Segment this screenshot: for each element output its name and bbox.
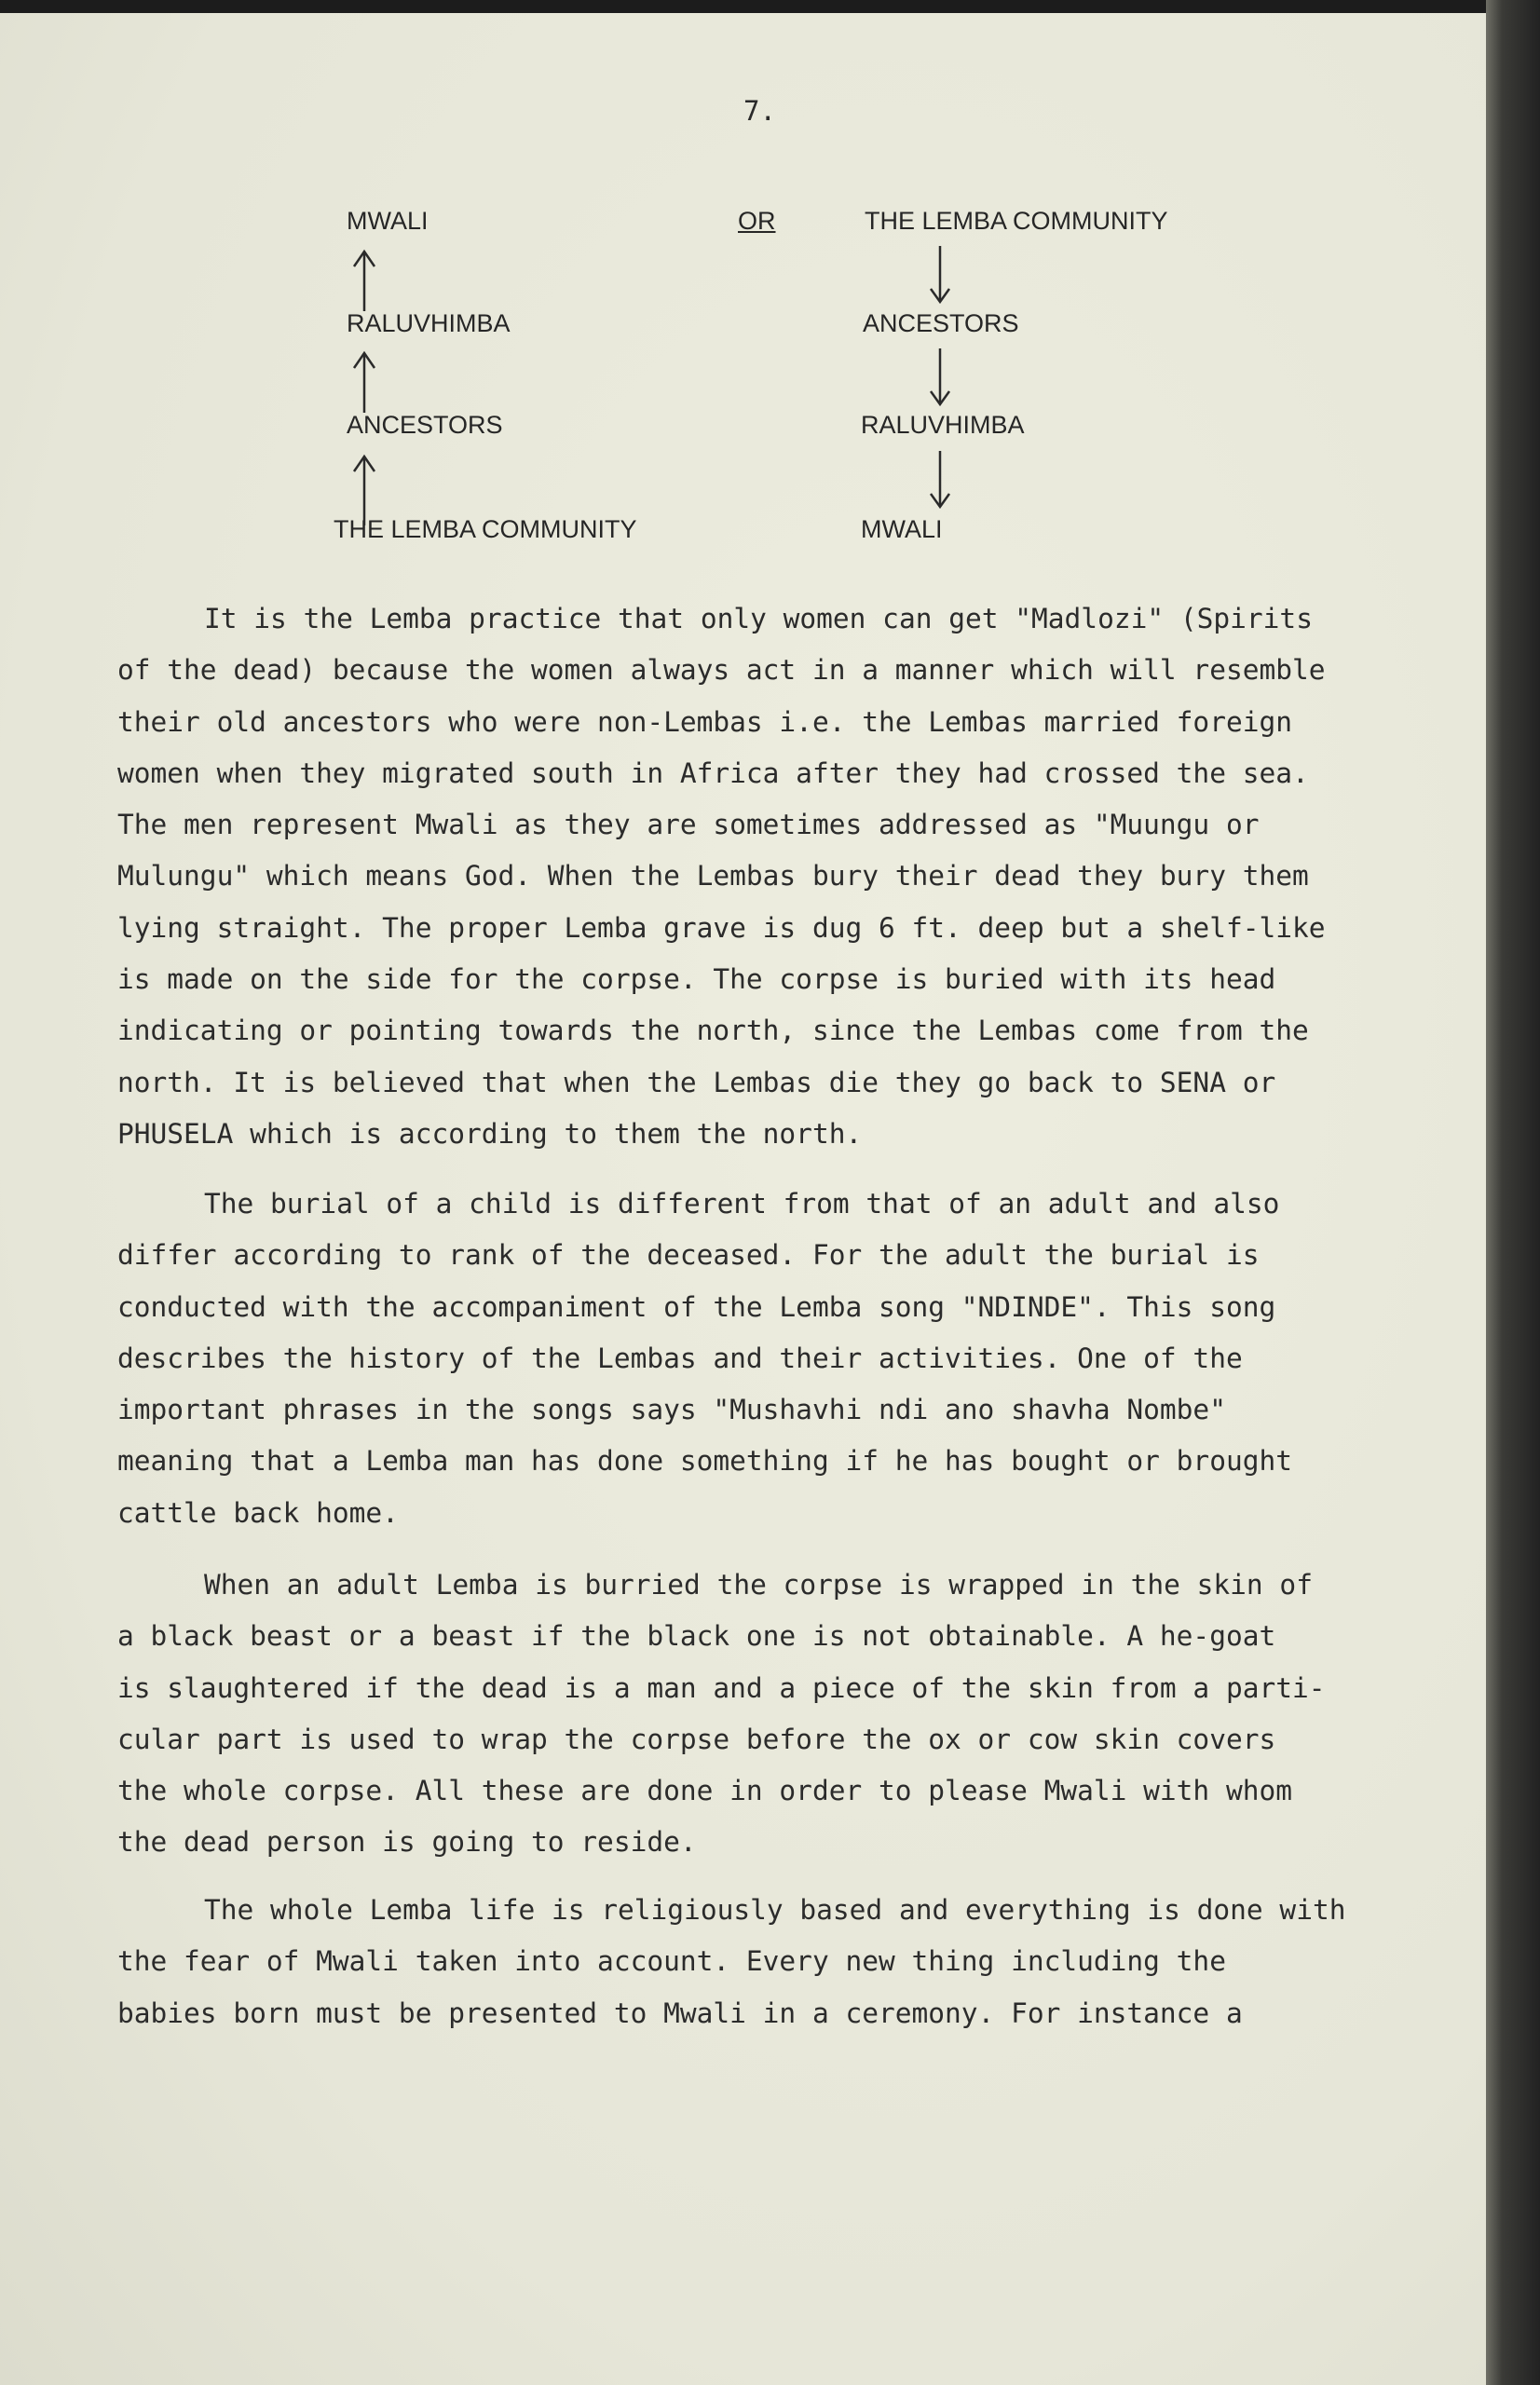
paragraph-line: It is the Lemba practice that only women can get "Madlozi" (Spirits bbox=[204, 603, 1313, 634]
paragraph-line: is slaughtered if the dead is a man and a piece of the skin from a parti- bbox=[117, 1671, 1326, 1704]
paragraph-line: north. It is believed that when the Lembas die they go back to SENA or bbox=[117, 1066, 1276, 1098]
arrow-down-icon bbox=[926, 244, 954, 306]
paragraph-line: cular part is used to wrap the corpse before the ox or cow skin covers bbox=[117, 1723, 1276, 1755]
diagram-left-ancestors: ANCESTORS bbox=[347, 411, 503, 439]
paragraph-1 bbox=[117, 593, 1422, 1160]
paragraph-line: babies born must be presented to Mwali in a ceremony. For instance a bbox=[117, 1997, 1243, 2029]
paragraph-line: important phrases in the songs says "Mushavhi ndi ano shavha Nombe" bbox=[117, 1394, 1226, 1426]
arrow-down-icon bbox=[926, 347, 954, 408]
page-edge-shadow bbox=[1486, 0, 1540, 2385]
diagram-left-mwali: MWALI bbox=[347, 207, 429, 235]
diagram-separator-or: OR bbox=[738, 207, 776, 235]
paragraph-line: is made on the side for the corpse. The corpse is buried with its head bbox=[117, 963, 1276, 996]
paragraph-line: describes the history of the Lembas and their activities. One of the bbox=[117, 1342, 1243, 1374]
diagram-right-raluvhimba: RALUVHIMBA bbox=[861, 411, 1025, 439]
paragraph-line: conducted with the accompaniment of the Lemba song "NDINDE". This song bbox=[117, 1290, 1276, 1323]
paragraph-line: the whole corpse. All these are done in order to please Mwali with whom bbox=[117, 1775, 1292, 1807]
paragraph-line: the fear of Mwali taken into account. Every new thing including the bbox=[117, 1945, 1226, 1978]
paragraph-4 bbox=[117, 1885, 1422, 2039]
arrow-down-icon bbox=[926, 449, 954, 511]
diagram-left-raluvhimba: RALUVHIMBA bbox=[347, 309, 511, 337]
paragraph-line: their old ancestors who were non-Lembas i.e. the Lembas married foreign bbox=[117, 705, 1292, 738]
paragraph-line: of the dead) because the women always act in a manner which will resemble bbox=[117, 654, 1326, 687]
paragraph-line: a black beast or a beast if the black one is not obtainable. A he-goat bbox=[117, 1620, 1276, 1653]
paragraph-line: lying straight. The proper Lemba grave is dug 6 ft. deep but a shelf-like bbox=[117, 911, 1326, 944]
paragraph-2 bbox=[117, 1179, 1422, 1539]
paragraph-line: the dead person is going to reside. bbox=[117, 1826, 697, 1859]
paragraph-line: The men represent Mwali as they are sometimes addressed as "Muungu or bbox=[117, 809, 1260, 841]
arrow-up-icon bbox=[350, 349, 378, 415]
diagram-right-mwali: MWALI bbox=[861, 515, 943, 543]
arrow-up-icon bbox=[350, 248, 378, 313]
paragraph-line: indicating or pointing towards the north, since the Lembas come from the bbox=[117, 1015, 1309, 1047]
paragraph-line: Mulungu" which means God. When the Lembas bury their dead they bury them bbox=[117, 860, 1309, 893]
paragraph-line: When an adult Lemba is burried the corpse is wrapped in the skin of bbox=[204, 1569, 1313, 1601]
diagram-left-lemba-community: THE LEMBA COMMUNITY bbox=[334, 515, 637, 543]
page-number: 7. bbox=[743, 95, 776, 127]
diagram-right-lemba-community: THE LEMBA COMMUNITY bbox=[865, 207, 1168, 235]
paragraph-line: The burial of a child is different from that of an adult and also bbox=[204, 1188, 1280, 1220]
paragraph-line: meaning that a Lemba man has done something if he has bought or brought bbox=[117, 1445, 1292, 1478]
paragraph-line: The whole Lemba life is religiously based and everything is done with bbox=[204, 1894, 1346, 1926]
paragraph-3 bbox=[117, 1560, 1422, 1869]
arrow-up-icon bbox=[350, 453, 378, 527]
paragraph-line: differ according to rank of the deceased. For the adult the burial is bbox=[117, 1239, 1260, 1272]
paragraph-line: cattle back home. bbox=[117, 1496, 399, 1529]
diagram-right-ancestors: ANCESTORS bbox=[863, 309, 1019, 337]
paragraph-line: women when they migrated south in Africa after they had crossed the sea. bbox=[117, 756, 1309, 789]
paragraph-line: PHUSELA which is according to them the north. bbox=[117, 1117, 863, 1150]
